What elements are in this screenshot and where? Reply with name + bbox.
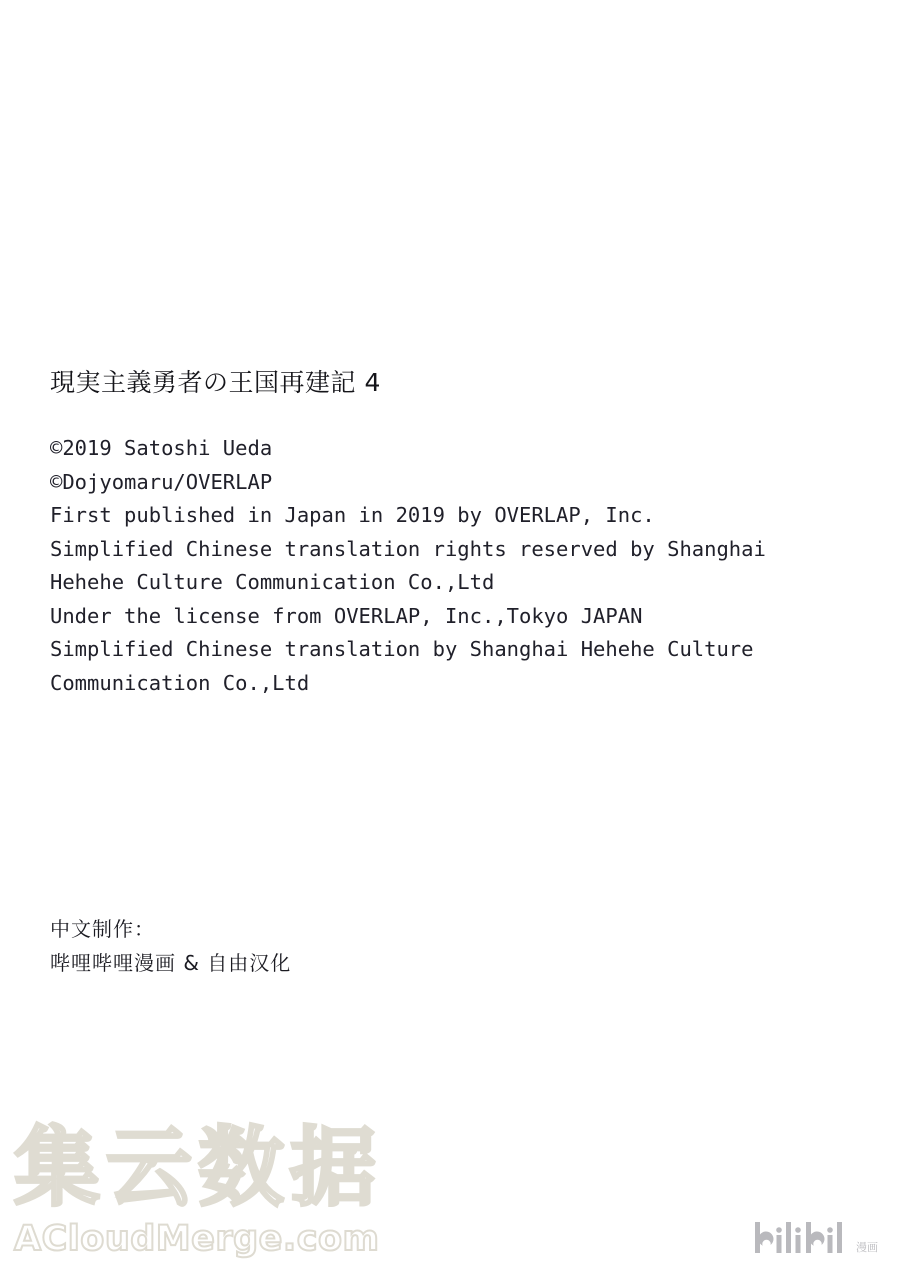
credit-line: Hehehe Culture Communication Co.,Ltd <box>50 570 495 594</box>
staff-label: 中文制作： <box>50 917 155 941</box>
copyright-credits <box>50 432 870 700</box>
watermark <box>14 1120 414 1260</box>
credit-line: Communication Co.,Ltd <box>50 670 310 695</box>
credit-line: First published in Japan in 2019 by OVERLAP, Inc. <box>50 503 655 527</box>
credit-line: Simplified Chinese translation by Shanghai Hehehe Culture <box>50 637 754 661</box>
bilibili-wordmark-icon <box>753 1220 851 1254</box>
watermark-cjk-text: 集云数据 <box>14 1118 382 1218</box>
credit-line: Under the license from OVERLAP, Inc.,Tokyo JAPAN <box>50 603 643 628</box>
bilibili-logo <box>753 1220 878 1254</box>
credit-line: ©Dojyomaru/OVERLAP <box>50 469 273 494</box>
watermark-url-text: ACloudMerge.com <box>14 1219 380 1259</box>
staff-block <box>50 912 870 980</box>
colophon-block <box>50 368 870 700</box>
page-title: 現実主義勇者の王国再建記 4 <box>50 368 381 397</box>
bilibili-comics-label: 漫画 <box>856 1241 878 1254</box>
credit-line: Simplified Chinese translation rights reserved by Shanghai <box>50 536 766 561</box>
staff-names: 哔哩哔哩漫画 & 自由汉化 <box>50 951 292 975</box>
credit-line: ©2019 Satoshi Ueda <box>50 436 273 460</box>
